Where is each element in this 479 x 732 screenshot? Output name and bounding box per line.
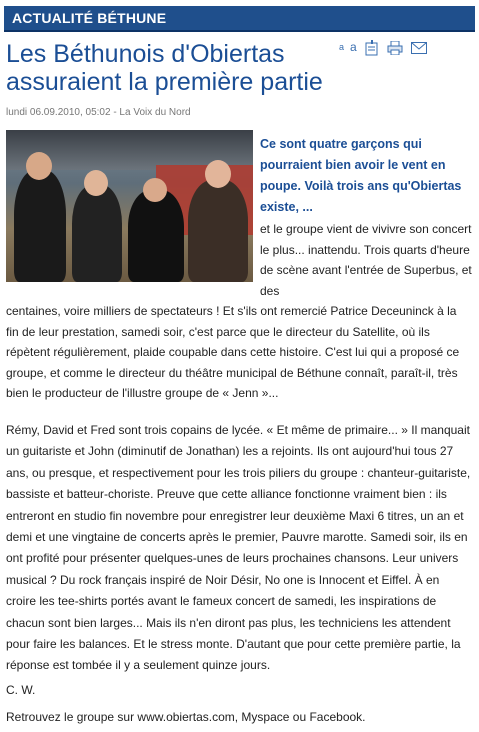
title-line-1: Les Béthunois d'Obiertas [6, 40, 285, 68]
paragraph-2: Rémy, David et Fred sont trois copains de lycée. « Et même de primaire... » Il manquait un guitariste et John (diminutif de Jonathan) les a rejoints. Ils ont aujourd'hui tous 27 ans, ou presque, et respectivement pour les trois piliers du groupe : chanteur-guitariste, bassiste et batteur-choriste. Preuve que cette alliance fonctionne vraiment bien : ils entreront en studio fin novembre pour enregistrer leur deuxième Maxi 6 titres, un an et demi et une vingtaine de concerts après le premier, Pauvre marotte. Samedi soir, ils en ont profité pour présenter quelques-unes de leurs prochaines chansons. Leur univers musical ? Du rock français inspiré de Noir Désir, No one is Innocent et Eiffel. À en croire les tee-shirts portés avant le fameux concert de samedi, les inspirations de chacun sont bien larges... Mais ils n'en diront pas plus, les techniciens les attendent pour faire les balances. Et le stress monte. D'autant que pour cette première partie, la réponse est tombée il y a seulement quinze jours. [6, 423, 471, 673]
title-line-2: assuraient la première partie [6, 68, 323, 96]
article-intro: Ce sont quatre garçons qui pourraient bien avoir le vent en poupe. Voilà trois ans qu'Obiertas existe, ... [260, 137, 462, 214]
text-smaller-icon[interactable]: a [339, 42, 345, 52]
save-icon[interactable] [365, 40, 379, 59]
band-photo [6, 130, 253, 282]
article-meta: lundi 06.09.2010, 05:02 - La Voix du Nord [6, 107, 191, 118]
paragraph-1-side: et le groupe vient de vivivre son concert le plus... inattendu. Trois quarts d'heure de scène avant l'entrée de Superbus, et des [260, 222, 472, 298]
article-signature: C. W. [6, 683, 36, 697]
section-banner [4, 6, 475, 32]
text-larger-icon[interactable]: a [350, 40, 357, 54]
section-label: ACTUALITÉ BÉTHUNE [12, 10, 167, 26]
email-icon[interactable] [411, 42, 427, 57]
article-footer: Retrouvez le groupe sur www.obiertas.com, Myspace ou Facebook. [6, 710, 366, 724]
print-icon[interactable] [387, 41, 403, 58]
paragraph-1: centaines, voire milliers de spectateurs ! Et s'ils ont remercié Patrice Deceuninck à la fin de leur prestation, samedi soir, c'est parce que le directeur du Satellite, où ils répètent régulièrement, plaide coupable dans cette histoire. C'est lui qui a proposé ce groupe, et comme le directeur du théâtre municipal de Béthune connaît, paraît-il, très bien le producteur de l'illustre groupe de « Jenn »... [6, 304, 460, 400]
article-title [6, 40, 336, 96]
